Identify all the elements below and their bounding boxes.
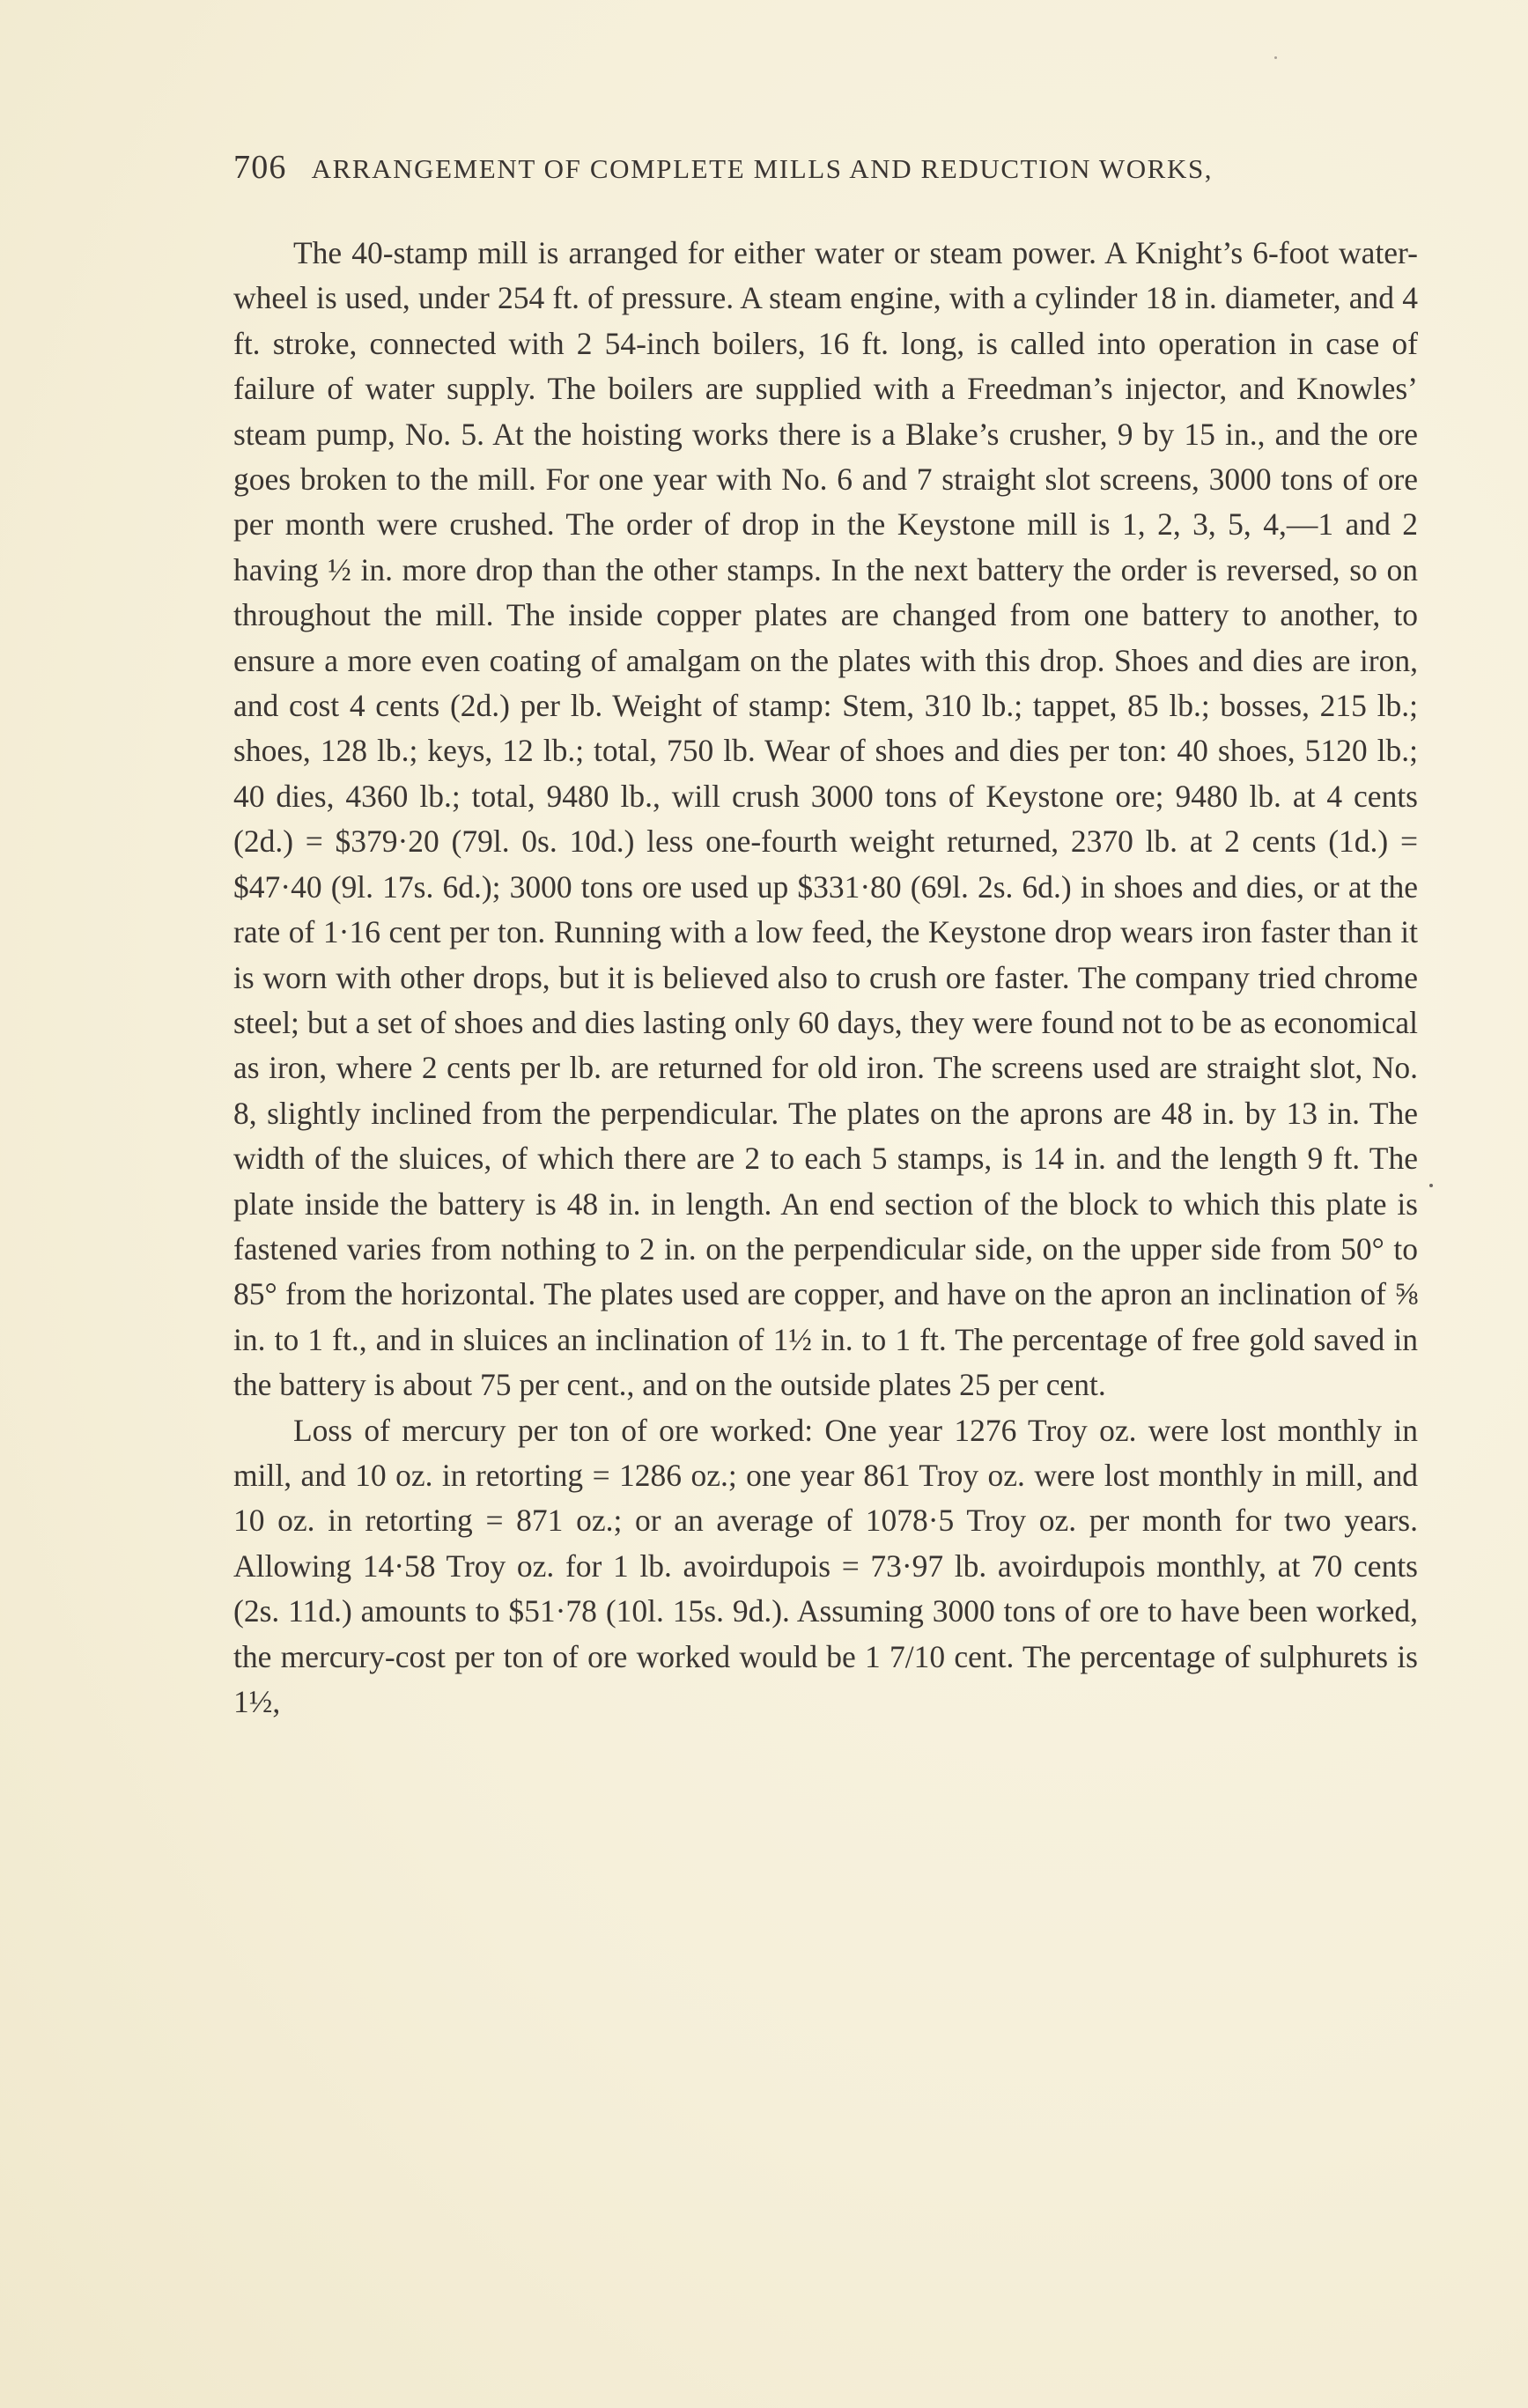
paragraph-stamp-mill: The 40-stamp mill is arranged for either water or steam power. A Knight’s 6-foot water-wheel is used, under 254 ft. of pressure. A steam engine, with a cylinder 18 in. diameter, and 4 ft. stroke, connected with 2 54-inch boilers, 16 ft. long, is called into operation in case of failure of water supply. The boilers are supplied with a Freedman’s injector, and Knowles’ steam pump, No. 5. At the hoisting works there is a Blake’s crusher, 9 by 15 in., and the ore goes broken to the mill. For one year with No. 6 and 7 straight slot screens, 3000 tons of ore per month were crushed. The order of drop in the Keystone mill is 1, 2, 3, 5, 4,—1 and 2 having ½ in. more drop than the other stamps. In the next battery the order is reversed, so on throughout the mill. The inside copper plates are changed from one battery to another, to ensure a more even coating of amalgam on the plates with this drop. Shoes and dies are iron, and cost 4 cents (2d.) per lb. Weight of stamp: Stem, 310 lb.; tappet, 85 lb.; bosses, 215 lb.; shoes, 128 lb.; keys, 12 lb.; total, 750 lb. Wear of shoes and dies per ton: 40 shoes, 5120 lb.; 40 dies, 4360 lb.; total, 9480 lb., will crush 3000 tons of Keystone ore; 9480 lb. at 4 cents (2d.) = $379·20 (79l. 0s. 10d.) less one-fourth weight returned, 2370 lb. at 2 cents (1d.) = $47·40 (9l. 17s. 6d.); 3000 tons ore used up $331·80 (69l. 2s. 6d.) in shoes and dies, or at the rate of 1·16 cent per ton. Running with a low feed, the Keystone drop wears iron faster than it is worn with other drops, but it is believed also to crush ore faster. The company tried chrome steel; but a set of shoes and dies lasting only 60 days, they were found not to be as economical as iron, where 2 cents per lb. are returned for old iron. The screens used are straight slot, No. 8, slightly inclined from the perpendicular. The plates on the aprons are 48 in. by 13 in. The width of the sluices, of which there are 2 to each 5 stamps, is 14 in. and the length 9 ft. The plate inside the battery is 48 in. in length. An end section of the block to which this plate is fastened varies from nothing to 2 in. on the perpendicular side, on the upper side from 50° to 85° from the horizontal. The plates used are copper, and have on the apron an inclination of ⅝ in. to 1 ft., and in sluices an inclination of 1½ in. to 1 ft. The percentage of free gold saved in the battery is about 75 per cent., and on the outside plates 25 per cent. bbox=[233, 235, 1418, 1403]
book-page bbox=[233, 141, 1418, 1725]
page-number: 706 bbox=[233, 149, 287, 186]
paragraph-mercury-loss: Loss of mercury per ton of ore worked: One year 1276 Troy oz. were lost monthly in mill, and 10 oz. in retorting = 1286 oz.; one year 861 Troy oz. were lost monthly in mill, and 10 oz. in retorting = 871 oz.; or an average of 1078·5 Troy oz. per month for two years. Allowing 14·58 Troy oz. for 1 lb. avoirdupois = 73·97 lb. avoirdupois monthly, at 70 cents (2s. 11d.) amounts to $51·78 (10l. 15s. 9d.). Assuming 3000 tons of ore to have been worked, the mercury-cost per ton of ore worked would be 1 7/10 cent. The percentage of sulphurets is 1½, bbox=[233, 1412, 1418, 1719]
paper-speck bbox=[1274, 56, 1277, 59]
running-header bbox=[233, 141, 1418, 194]
running-title: ARRANGEMENT OF COMPLETE MILLS AND REDUCTION WORKS, bbox=[311, 153, 1214, 184]
body-text bbox=[233, 231, 1418, 1725]
margin-mark bbox=[1429, 1184, 1433, 1187]
